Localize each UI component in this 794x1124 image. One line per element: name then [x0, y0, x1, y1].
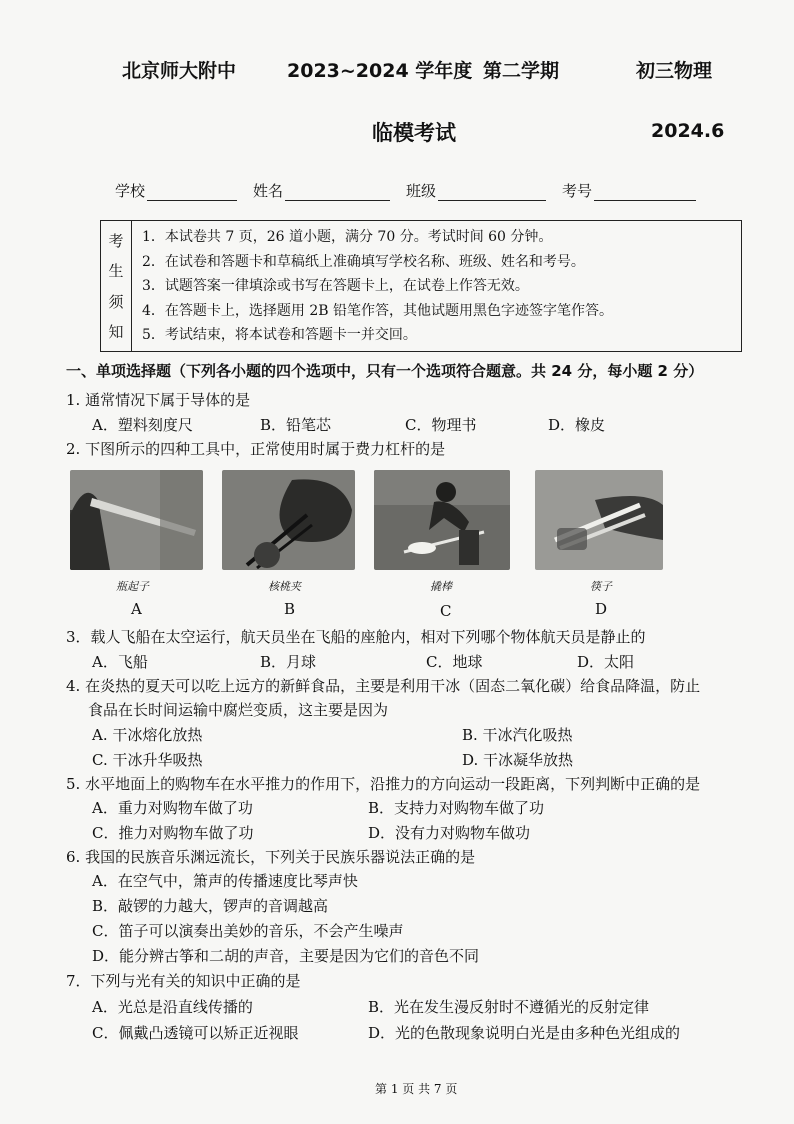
- notice-item: 3．试题答案一律填涂或书写在答题卡上，在试卷上作答无效。: [142, 278, 529, 294]
- notice-items: [132, 221, 741, 351]
- question-5-option-a: A．重力对购物车做了功: [92, 799, 253, 817]
- school-blank[interactable]: [147, 184, 237, 201]
- class-field[interactable]: 班级: [406, 180, 546, 201]
- question-1-option-b: B．铅笔芯: [260, 416, 332, 434]
- school-name: 北京师大附中: [122, 60, 237, 82]
- question-4-stem-line2: 食品在长时间运输中腐烂变质，这主要是因为: [88, 701, 389, 719]
- candidate-notice: [100, 220, 742, 352]
- question-7-option-b: B．光在发生漫反射时不遵循光的反射定律: [368, 998, 650, 1016]
- notice-item: 2．在试卷和答题卡和草稿纸上准确填写学校名称、班级、姓名和考号。: [142, 253, 585, 270]
- nutcracker-photo: [222, 470, 355, 570]
- exam-number-field[interactable]: 考号: [562, 180, 696, 201]
- question-1-option-d: D．橡皮: [548, 416, 606, 434]
- subject: 初三物理: [636, 60, 713, 82]
- photo-caption-c: 撬棒: [430, 580, 452, 593]
- info-fields: [115, 180, 712, 201]
- photo-caption-a: 瓶起子: [116, 580, 149, 593]
- photo-letter-c: C: [440, 602, 452, 620]
- photo-letter-b: B: [284, 600, 296, 618]
- chopsticks-photo: [535, 470, 663, 570]
- question-7-option-d: D．光的色散现象说明白光是由多种色光组成的: [368, 1024, 681, 1042]
- question-7-option-c: C．佩戴凸透镜可以矫正近视眼: [92, 1024, 299, 1042]
- photo-letter-a: A: [131, 600, 142, 618]
- notice-item: 4．在答题卡上，选择题用 2B 铅笔作答，其他试题用黑色字迹签字笔作答。: [142, 302, 614, 319]
- question-7-stem: 7．下列与光有关的知识中正确的是: [66, 972, 301, 990]
- question-1-stem: 1. 通常情况下属于导体的是: [66, 391, 251, 409]
- question-4-option-b: B. 干冰汽化吸热: [462, 726, 573, 744]
- question-6-option-a: A．在空气中，箫声的传播速度比琴声快: [92, 872, 358, 890]
- question-5-option-b: B．支持力对购物车做了功: [368, 799, 545, 817]
- question-2-stem: 2. 下图所示的四种工具中，正常使用时属于费力杠杆的是: [66, 440, 446, 458]
- bottle-opener-photo: [70, 470, 203, 570]
- question-1-option-a: A．塑料刻度尺: [92, 416, 193, 434]
- question-6-option-d: D．能分辨古筝和二胡的声音，主要是因为它们的音色不同: [92, 947, 480, 965]
- term: 第二学期: [483, 60, 560, 82]
- crowbar-photo: [374, 470, 510, 570]
- section-heading: 一、单项选择题（下列各小题的四个选项中，只有一个选项符合题意。共 24 分，每小题 2 分）: [66, 362, 704, 380]
- exam-date: 2024.6: [651, 120, 725, 142]
- school-field[interactable]: 学校: [115, 180, 237, 201]
- question-1-option-c: C．物理书: [405, 416, 477, 434]
- question-3-stem: 3．载人飞船在太空运行，航天员坐在飞船的座舱内，相对下列哪个物体航天员是静止的: [66, 628, 646, 646]
- exam-title: 临模考试: [372, 121, 456, 145]
- photo-caption-b: 核桃夹: [268, 580, 301, 593]
- question-3-option-a: A．飞船: [92, 653, 148, 671]
- photo-letter-d: D: [595, 600, 608, 618]
- question-7-option-a: A．光总是沿直线传播的: [92, 998, 253, 1016]
- question-4-stem-line1: 4. 在炎热的夏天可以吃上远方的新鲜食品，主要是利用干冰（固态二氧化碳）给食品降温，防止: [66, 677, 701, 695]
- class-blank[interactable]: [438, 184, 546, 201]
- question-4-option-c: C. 干冰升华吸热: [92, 751, 203, 769]
- question-3-option-c: C．地球: [426, 653, 483, 671]
- question-5-stem: 5. 水平地面上的购物车在水平推力的作用下，沿推力的方向运动一段距离，下列判断中正确的是: [66, 775, 701, 793]
- question-6-stem: 6. 我国的民族音乐渊远流长，下列关于民族乐器说法正确的是: [66, 848, 476, 866]
- question-3-option-b: B．月球: [260, 653, 317, 671]
- question-6-option-c: C．笛子可以演奏出美妙的音乐，不会产生噪声: [92, 922, 404, 940]
- name-field[interactable]: 姓名: [253, 180, 390, 201]
- page-number: 第 1 页 共 7 页: [375, 1082, 458, 1096]
- question-5-option-c: C．推力对购物车做了功: [92, 824, 254, 842]
- notice-item: 5．考试结束，将本试卷和答题卡一并交回。: [142, 327, 417, 343]
- exam-number-blank[interactable]: [594, 184, 696, 201]
- question-3-option-d: D．太阳: [577, 653, 635, 671]
- question-6-option-b: B．敲锣的力越大，锣声的音调越高: [92, 897, 329, 915]
- notice-item: 1．本试卷共 7 页，26 道小题，满分 70 分。考试时间 60 分钟。: [142, 229, 553, 245]
- academic-year: 2023~2024 学年度: [287, 60, 473, 82]
- question-4-option-a: A. 干冰熔化放热: [92, 726, 203, 744]
- name-blank[interactable]: [285, 184, 390, 201]
- question-4-option-d: D. 干冰凝华放热: [462, 751, 574, 769]
- question-5-option-d: D．没有力对购物车做功: [368, 824, 531, 842]
- photo-caption-d: 筷子: [590, 580, 612, 593]
- notice-heading: 考 生 须 知: [101, 221, 132, 351]
